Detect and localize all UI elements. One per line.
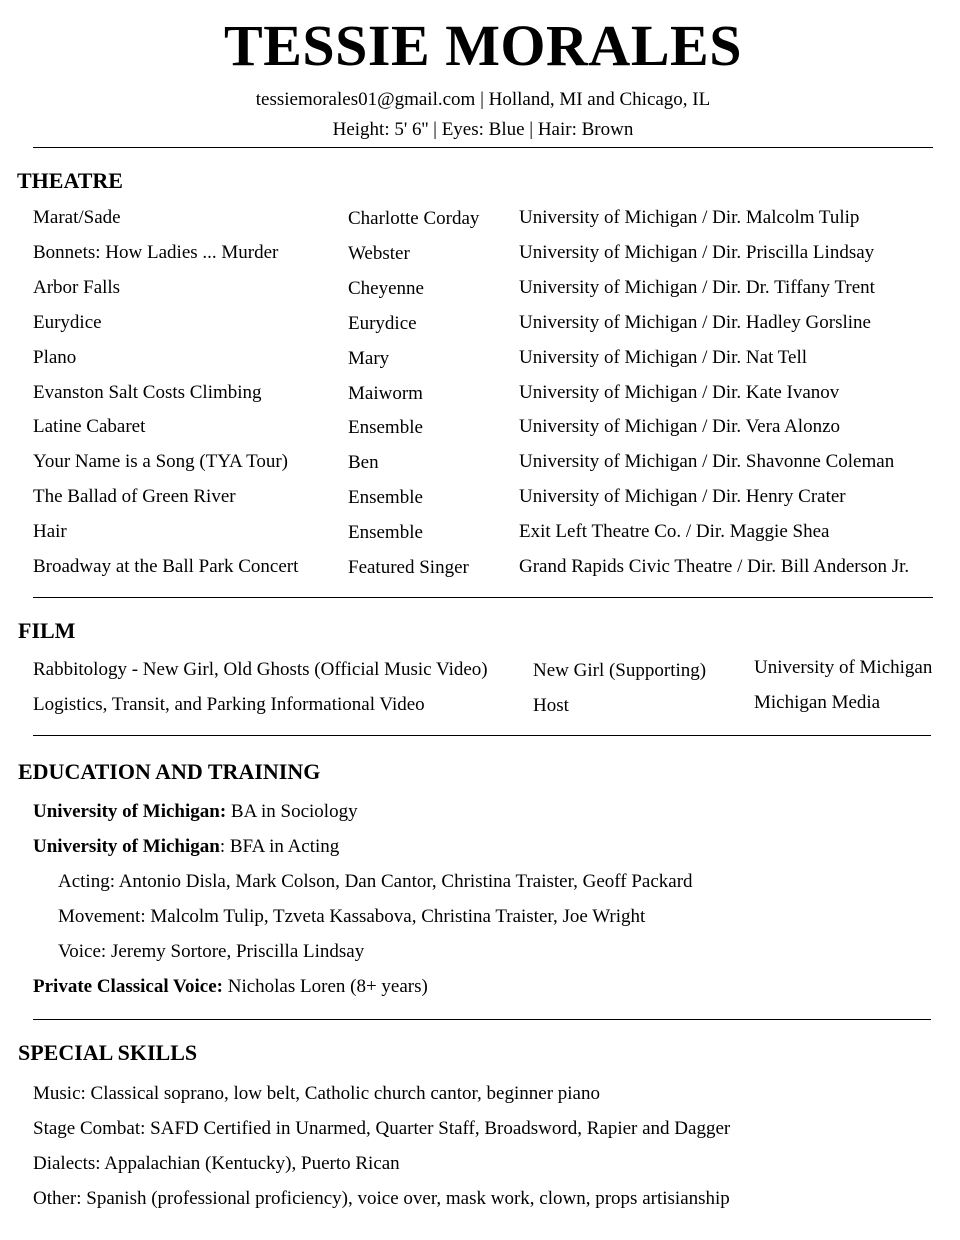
theatre-credit-title: Evanston Salt Costs Climbing — [33, 381, 262, 403]
theatre-credit-title: Plano — [33, 346, 77, 368]
theatre-credit-row — [0, 206, 960, 241]
theatre-credit-row — [0, 346, 960, 381]
theatre-credit-company: University of Michigan / Dir. Shavonne Coleman — [519, 451, 895, 473]
education-umich-ba-value: BA in Sociology — [226, 801, 358, 822]
theatre-credit-row — [0, 241, 960, 276]
theatre-credit-role: Ben — [348, 452, 379, 474]
theatre-credit-role: Ensemble — [348, 487, 423, 509]
theatre-credit-row — [0, 311, 960, 346]
theatre-credit-role: Maiworm — [348, 382, 423, 404]
film-credit-title: Rabbitology - New Girl, Old Ghosts (Official Music Video) — [33, 659, 488, 680]
skills-stage-combat: Stage Combat: SAFD Certified in Unarmed, Quarter Staff, Broadsword, Rapier and Dagger — [33, 1118, 731, 1139]
theatre-credit-company: Exit Left Theatre Co. / Dir. Maggie Shea — [519, 521, 830, 543]
theatre-credit-row — [0, 555, 960, 590]
theatre-credit-title: The Ballad of Green River — [33, 486, 236, 508]
film-credit-company: University of Michigan — [754, 657, 933, 678]
theatre-credit-row — [0, 485, 960, 520]
education-umich-bfa — [33, 835, 339, 859]
education-private-voice — [33, 975, 428, 999]
theatre-credit-company: University of Michigan / Dir. Vera Alonzo — [519, 416, 841, 438]
theatre-credit-company: University of Michigan / Dir. Hadley Gorsline — [519, 311, 871, 333]
theatre-credit-company: University of Michigan / Dir. Henry Crater — [519, 486, 846, 508]
education-private-voice-value: Nicholas Loren (8+ years) — [222, 976, 428, 997]
film-credit-row — [0, 658, 960, 693]
education-acting-teachers: Acting: Antonio Disla, Mark Colson, Dan Cantor, Christina Traister, Geoff Packard — [58, 871, 693, 892]
skills-dialects: Dialects: Appalachian (Kentucky), Puerto Rican — [33, 1153, 400, 1174]
theatre-credit-company: University of Michigan / Dir. Priscilla Lindsay — [519, 241, 875, 263]
education-private-voice-label: Private Classical Voice: — [33, 976, 223, 997]
theatre-credit-company: University of Michigan / Dir. Malcolm Tulip — [519, 207, 860, 228]
theatre-credit-role: Eurydice — [348, 312, 417, 334]
skills-music: Music: Classical soprano, low belt, Catholic church cantor, beginner piano — [33, 1083, 600, 1104]
theatre-credit-row — [0, 415, 960, 450]
theatre-credit-title: Your Name is a Song (TYA Tour) — [33, 451, 288, 473]
theatre-credit-row — [0, 450, 960, 485]
film-credit-row — [0, 693, 960, 728]
theatre-credit-title: Arbor Falls — [33, 276, 121, 298]
skills-heading: SPECIAL SKILLS — [18, 1040, 198, 1065]
film-credit-role: Host — [533, 695, 569, 716]
education-divider — [33, 1019, 931, 1020]
film-divider — [33, 735, 931, 736]
education-movement-teachers: Movement: Malcolm Tulip, Tzveta Kassabova, Christina Traister, Joe Wright — [58, 906, 646, 927]
theatre-credit-company: University of Michigan / Dir. Dr. Tiffany Trent — [519, 276, 875, 298]
film-credit-company: Michigan Media — [754, 692, 881, 713]
theatre-credit-row — [0, 520, 960, 555]
skills-other: Other: Spanish (professional proficiency), voice over, mask work, clown, props artisianship — [33, 1188, 730, 1209]
theatre-credit-title: Broadway at the Ball Park Concert — [33, 556, 299, 577]
education-umich-ba — [33, 800, 358, 824]
education-heading: EDUCATION AND TRAINING — [18, 759, 321, 784]
theatre-credit-role: Ensemble — [348, 522, 423, 544]
theatre-credit-role: Mary — [348, 347, 390, 369]
theatre-credit-role: Featured Singer — [348, 557, 469, 578]
stats-line: Height: 5' 6'' | Eyes: Blue | Hair: Brown — [332, 119, 634, 140]
theatre-credit-title: Marat/Sade — [33, 207, 121, 228]
theatre-credit-role: Webster — [348, 242, 410, 264]
film-credit-role: New Girl (Supporting) — [533, 660, 707, 681]
education-umich-ba-label: University of Michigan: — [33, 801, 227, 822]
theatre-credit-company: Grand Rapids Civic Theatre / Dir. Bill Anderson Jr. — [519, 556, 910, 577]
theatre-credit-title: Hair — [33, 521, 67, 543]
theatre-credit-title: Bonnets: How Ladies ... Murder — [33, 241, 279, 263]
education-umich-bfa-value: : BFA in Acting — [219, 836, 340, 857]
film-credit-title: Logistics, Transit, and Parking Informational Video — [33, 694, 425, 715]
theatre-heading: THEATRE — [17, 168, 123, 193]
theatre-credit-title: Eurydice — [33, 311, 102, 333]
theatre-credit-role: Cheyenne — [348, 277, 424, 299]
education-umich-bfa-label: University of Michigan — [33, 836, 220, 857]
theatre-credit-role: Charlotte Corday — [348, 208, 480, 229]
film-heading: FILM — [18, 618, 76, 643]
resume-name: TESSIE MORALES — [224, 13, 742, 78]
theatre-credit-row — [0, 381, 960, 416]
theatre-credit-title: Latine Cabaret — [33, 416, 146, 438]
theatre-credit-company: University of Michigan / Dir. Nat Tell — [519, 346, 808, 368]
theatre-credit-row — [0, 276, 960, 311]
theatre-divider — [33, 597, 933, 598]
education-voice-teachers: Voice: Jeremy Sortore, Priscilla Lindsay — [58, 941, 365, 962]
theatre-credit-company: University of Michigan / Dir. Kate Ivanov — [519, 381, 840, 403]
theatre-credit-role: Ensemble — [348, 417, 423, 439]
contact-line: tessiemorales01@gmail.com | Holland, MI and Chicago, IL — [255, 89, 711, 110]
header-divider — [33, 147, 933, 148]
